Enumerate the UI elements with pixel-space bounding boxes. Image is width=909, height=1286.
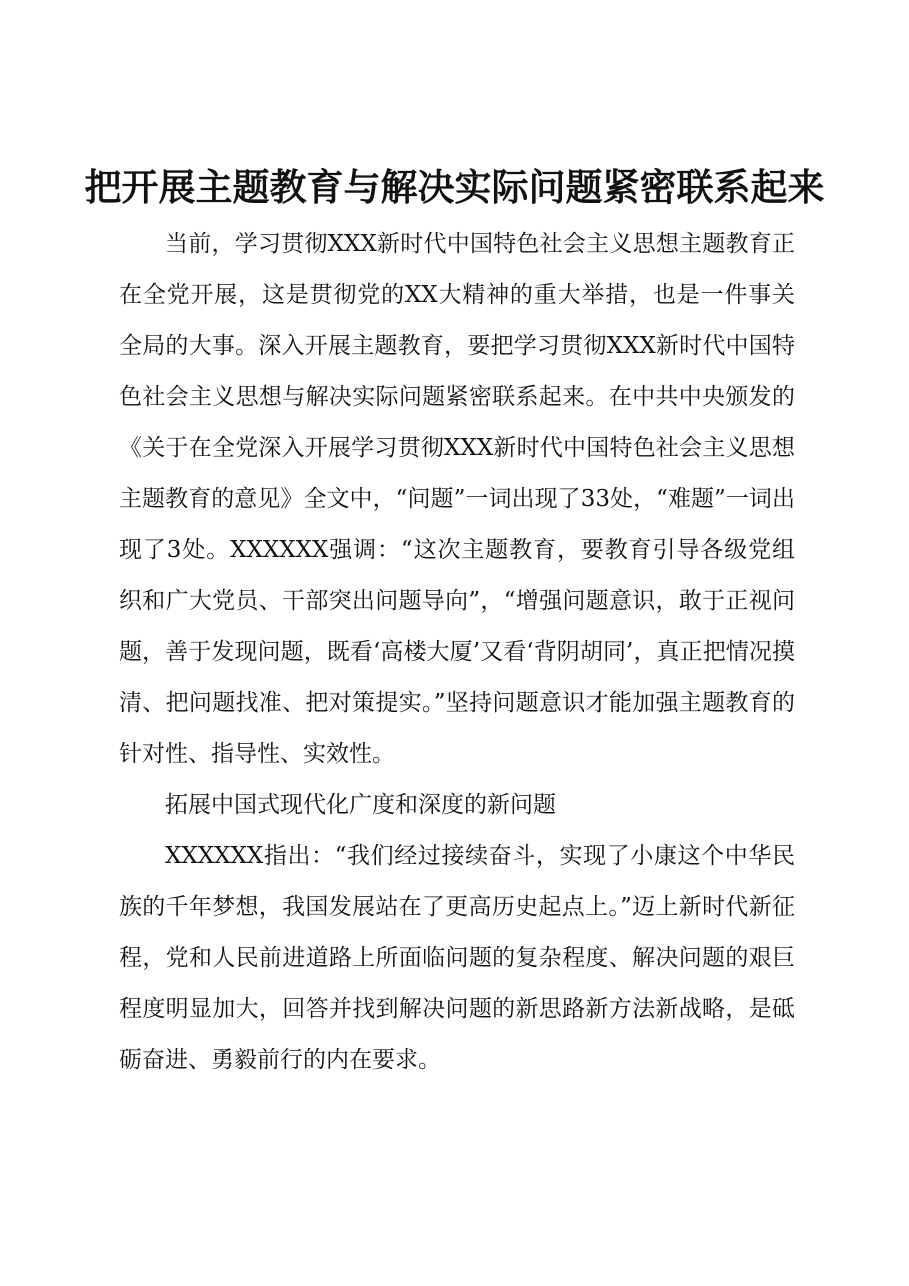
document-title: 把开展主题教育与解决实际问题紧密联系起来 (84, 165, 825, 209)
document-body (119, 219, 795, 1086)
body-paragraph-1: 当前，学习贯彻XXX新时代中国特色社会主义思想主题教育正在全党开展，这是贯彻党的XX大精神的重大举措，也是一件事关全局的大事。深入开展主题教育，要把学习贯彻XXX新时代中国特色社会主义思想与解决实际问题紧密联系起来。在中共中央颁发的《关于在全党深入开展学习贯彻XXX新时代中国特色社会主义思想主题教育的意见》全文中，“问题”一词出现了33处，“难题”一词出现了3处。XXXXXX强调：“这次主题教育，要教育引导各级党组织和广大党员、干部突出问题导向”，“增强问题意识，敢于正视问题，善于发现问题，既看‘高楼大厦’又看‘背阴胡同’，真正把情况摸清、把问题找准、把对策提实。”坚持问题意识才能加强主题教育的针对性、指导性、实效性。 (119, 231, 795, 767)
section-subheading: 拓展中国式现代化广度和深度的新问题 (165, 792, 556, 818)
body-paragraph-2: XXXXXX指出：“我们经过接续奋斗，实现了小康这个中华民族的千年梦想，我国发展站在了更高历史起点上。”迈上新时代新征程，党和人民前进道路上所面临问题的复杂程度、解决问题的艰巨程度明显加大，回答并找到解决问题的新思路新方法新战略，是砥砺奋进、勇毅前行的内在要求。 (119, 843, 795, 1073)
